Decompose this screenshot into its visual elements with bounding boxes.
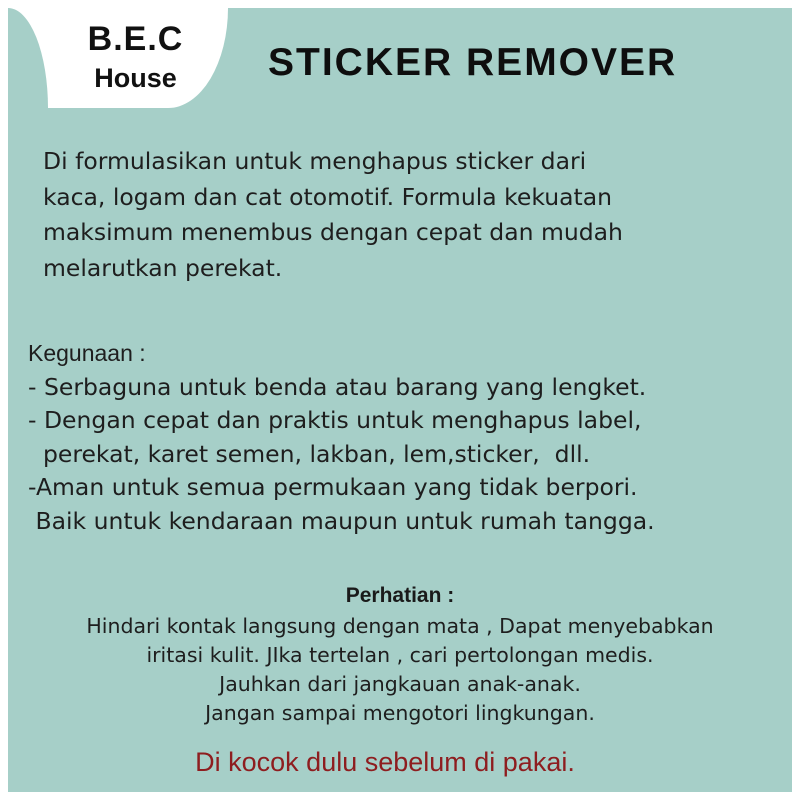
warning-line: iritasi kulit. JIka tertelan , cari pertolongan medis.: [146, 643, 654, 667]
usage-item: - Dengan cepat dan praktis untuk menghapus label,: [28, 406, 642, 434]
usage-item: Baik untuk kendaraan maupun untuk rumah tangga.: [28, 506, 655, 535]
intro-line: maksimum menembus dengan cepat dan mudah: [43, 218, 623, 246]
usage-section: [28, 337, 788, 538]
warning-section: [0, 612, 800, 728]
brand-logo: [8, 8, 228, 108]
shake-before-use-note: Di kocok dulu sebelum di pakai.: [195, 747, 575, 777]
usage-heading: Kegunaan :: [28, 340, 146, 366]
usage-item: - Serbaguna untuk benda atau barang yang lengket.: [28, 372, 647, 401]
usage-item: -Aman untuk semua permukaan yang tidak berpori.: [28, 473, 638, 501]
brand-name: B.E.C: [87, 20, 184, 58]
warning-line: Jangan sampai mengotori lingkungan.: [205, 701, 595, 725]
warning-line: Jauhkan dari jangkauan anak-anak.: [219, 672, 581, 696]
usage-item: perekat, karet semen, lakban, lem,sticker, dll.: [28, 439, 591, 468]
intro-paragraph: [43, 144, 783, 286]
product-title: STICKER REMOVER: [268, 41, 678, 84]
warning-heading: Perhatian :: [345, 584, 455, 607]
warning-line: Hindari kontak langsung dengan mata , Dapat menyebabkan: [86, 614, 714, 638]
intro-line: Di formulasikan untuk menghapus sticker dari: [43, 147, 587, 175]
brand-subtitle: House: [94, 63, 177, 93]
intro-line: melarutkan perekat.: [43, 253, 283, 282]
intro-line: kaca, logam dan cat otomotif. Formula kekuatan: [43, 182, 613, 211]
